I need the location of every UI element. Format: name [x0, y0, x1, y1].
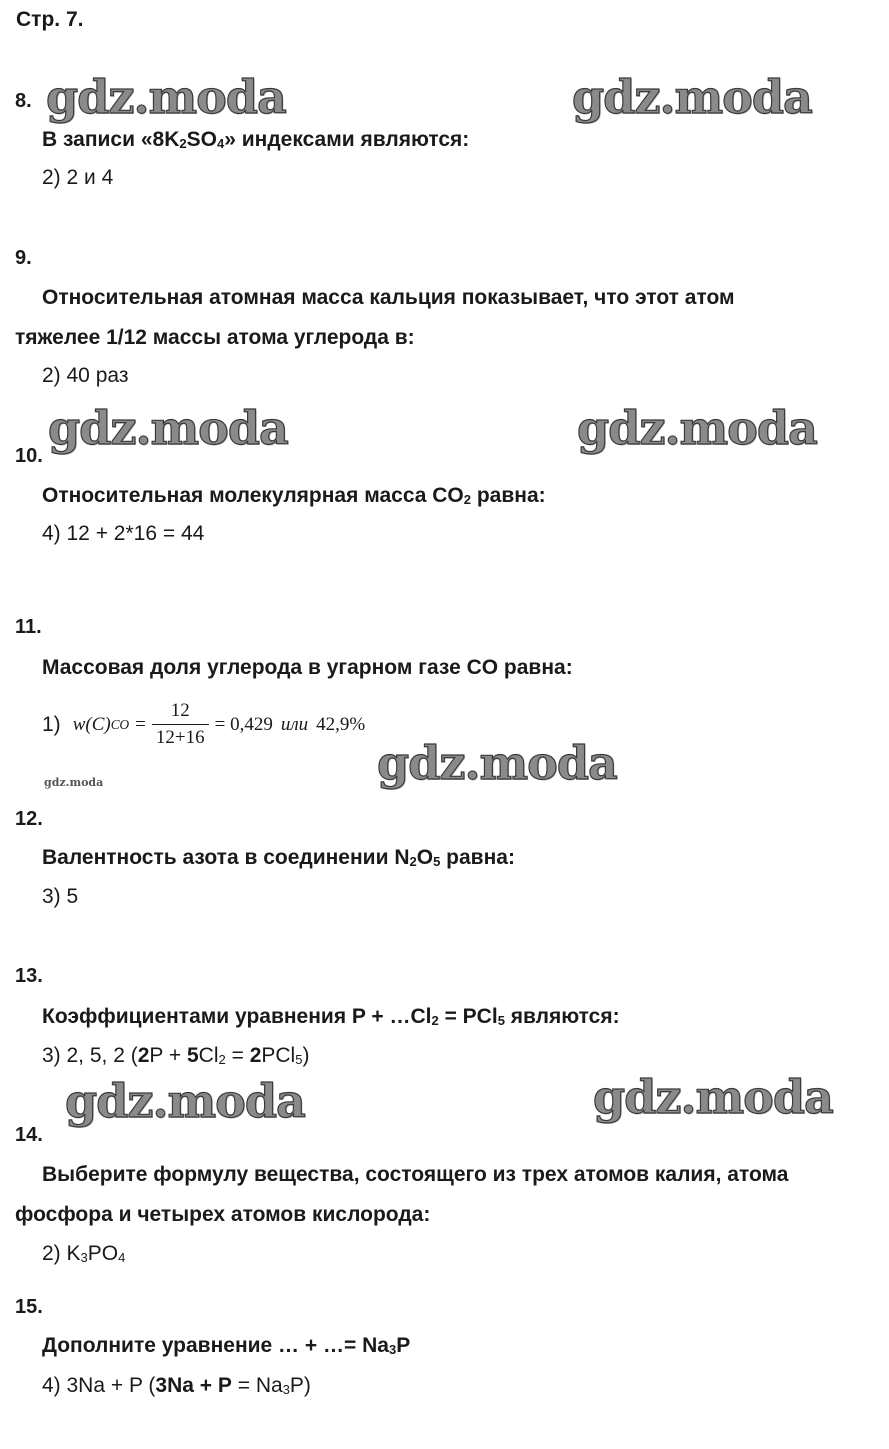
answer-text: 2) 40 раз [42, 364, 129, 387]
answer-text: 4) 3Na + P $(3Na + P = Na_3P)$ [42, 1374, 311, 1397]
answer-text: 2) 2 и 4 [42, 166, 114, 189]
question-text: Выберите формулу вещества, состоящего из трех атомов калия, атома фосфора и четырех атомов кислорода: [15, 1163, 789, 1226]
watermark: gdz.moda [48, 401, 288, 455]
answer-text: 3) 2, 5, 2 $(2P + 5Cl_2 = 2PCl_5)$ [42, 1044, 310, 1067]
watermark-small: gdz.moda [44, 776, 104, 789]
question-number: 15. [15, 1296, 43, 1318]
question-number: 14. [15, 1124, 43, 1146]
answer-text: 2) $K_3PO_4$ [42, 1242, 126, 1265]
question-number: 8. [15, 90, 32, 112]
watermark: gdz.moda [593, 1070, 833, 1124]
mass-fraction-formula: 1) w(C) CO = $\frac{12}{12+16}$ = 0,429 или 42,9% [42, 700, 366, 748]
question-number: 13. [15, 965, 43, 987]
watermark: gdz.moda [377, 736, 617, 790]
question-text: Относительная атомная масса кальция показывает, что этот атом тяжелее 1/12 массы атома углерода в: [15, 286, 735, 349]
question-text: Дополните уравнение … + …= $Na_3P$ [42, 1334, 411, 1357]
question-text: Коэффициентами уравнения $P + \dots Cl_2 = PCl_5$ являются: [42, 1005, 620, 1028]
watermark: gdz.moda [572, 70, 812, 124]
watermark: gdz.moda [46, 70, 286, 124]
question-number: 11. [15, 616, 42, 638]
question-number: 9. [15, 247, 32, 269]
watermark: gdz.moda [65, 1074, 305, 1128]
question-text: В записи «$8K_2SO_4$» индексами являются: [42, 128, 470, 151]
fraction: $\frac{12}{12+16}$ [152, 700, 209, 749]
question-number: 10. [15, 445, 43, 467]
answer-text: 3) 5 [42, 885, 79, 908]
question-text: Валентность азота в соединении $N_2O_5$ равна: [42, 846, 515, 869]
question-number: 12. [15, 808, 43, 830]
answer-text: 4) 12 + 2*16 = 44 [42, 522, 205, 545]
question-text: Массовая доля углерода в угарном газе CO равна: [42, 656, 573, 679]
page-label: Стр. 7. [16, 8, 84, 31]
watermark: gdz.moda [577, 401, 817, 455]
question-text: Относительная молекулярная масса $CO_2$ равна: [42, 484, 546, 507]
